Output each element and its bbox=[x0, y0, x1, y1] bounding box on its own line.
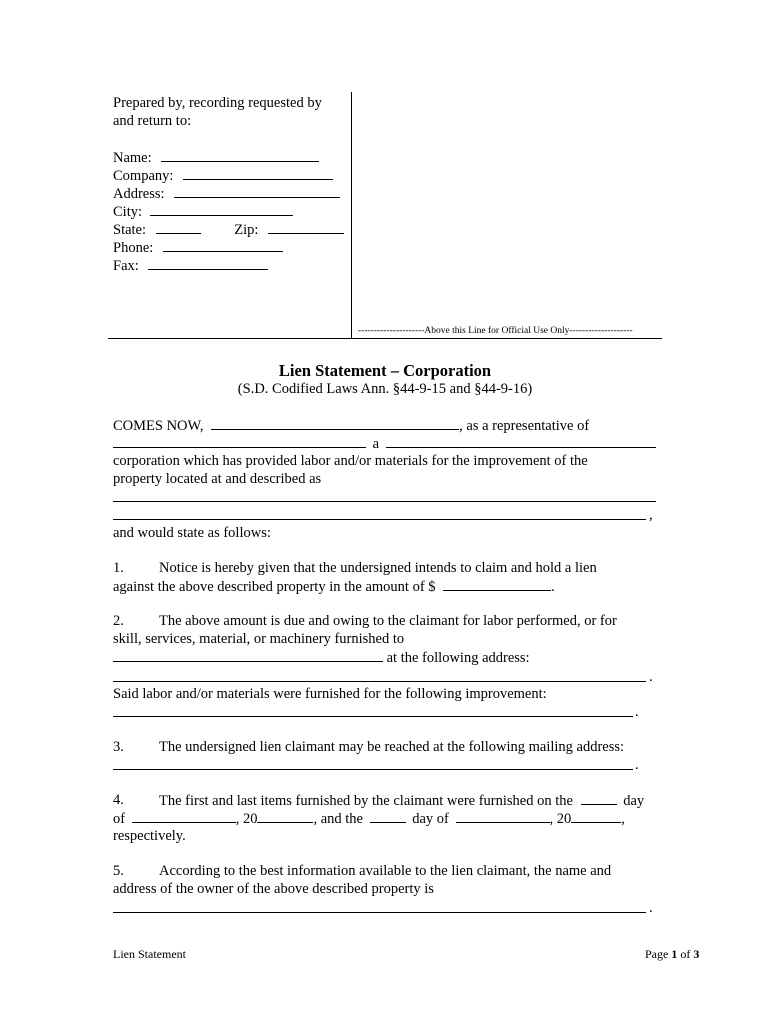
lien-amount-field[interactable] bbox=[443, 577, 551, 591]
page-word: Page bbox=[645, 947, 669, 961]
of-label: of bbox=[113, 811, 126, 827]
zip-field[interactable] bbox=[268, 220, 344, 234]
comes-now-row bbox=[113, 416, 589, 435]
item-2-num: 2. bbox=[113, 613, 124, 629]
item-3-line-1: The undersigned lien claimant may be reached at the following mailing address: bbox=[159, 739, 625, 755]
city-label: City: bbox=[113, 204, 143, 220]
document-subtitle: (S.D. Codified Laws Ann. §44-9-15 and §44-9-16) bbox=[237, 381, 533, 397]
page-indicator bbox=[645, 945, 699, 963]
prepared-line-1: Prepared by, recording requested by bbox=[113, 95, 322, 111]
corp-line: corporation which has provided labor and/or materials for the improvement of the bbox=[113, 453, 588, 469]
and-the-label: , and the bbox=[313, 811, 363, 827]
day-label: day bbox=[623, 793, 645, 809]
item-1-line-2-row bbox=[113, 577, 555, 596]
item-4-line-1: The first and last items furnished by the claimant were furnished on the bbox=[159, 793, 573, 809]
fax-row bbox=[113, 256, 268, 275]
state-label: State: bbox=[113, 222, 147, 238]
year-prefix-2: , 20 bbox=[549, 811, 572, 827]
furnished-address-line[interactable] bbox=[113, 681, 646, 682]
last-month-field[interactable] bbox=[456, 809, 550, 823]
address-label: Address: bbox=[113, 186, 165, 202]
item-2-line-2: skill, services, material, or machinery furnished to bbox=[113, 631, 405, 647]
company-field[interactable] bbox=[183, 166, 333, 180]
footer-left: Lien Statement bbox=[113, 947, 186, 961]
first-month-field[interactable] bbox=[132, 809, 236, 823]
mailing-address-line[interactable] bbox=[113, 769, 633, 770]
period: . bbox=[649, 669, 653, 685]
company-row bbox=[113, 166, 333, 185]
page-total: 3 bbox=[693, 947, 700, 961]
fax-label: Fax: bbox=[113, 258, 139, 274]
item-1-num: 1. bbox=[113, 560, 124, 576]
document-title: Lien Statement – Corporation bbox=[278, 361, 492, 380]
as-representative-label: , as a representative of bbox=[459, 418, 590, 434]
period: . bbox=[635, 704, 639, 720]
header-vertical-divider bbox=[351, 92, 352, 338]
property-line: property located at and described as bbox=[113, 471, 322, 487]
company-label: Company: bbox=[113, 168, 174, 184]
address-row bbox=[113, 184, 340, 203]
day-of-label: day of bbox=[412, 811, 449, 827]
item-4-line-2-row bbox=[113, 809, 625, 828]
respectively-line: respectively. bbox=[113, 828, 186, 844]
a-label: a bbox=[372, 436, 380, 452]
year-prefix-1: , 20 bbox=[235, 811, 258, 827]
corporation-name-row bbox=[113, 434, 656, 453]
item-5-line-1: According to the best information available to the lien claimant, the name and bbox=[159, 863, 612, 879]
last-year-field[interactable] bbox=[571, 809, 621, 823]
item-2-line-3-row bbox=[113, 648, 530, 667]
comes-now-label: COMES NOW, bbox=[113, 418, 204, 434]
official-use-note: ---------------------Above this Line for Official Use Only-------------------- bbox=[358, 326, 633, 336]
item-2-line-1: The above amount is due and owing to the claimant for labor performed, or for bbox=[159, 613, 617, 629]
city-field[interactable] bbox=[150, 202, 293, 216]
corporation-state-field[interactable] bbox=[386, 434, 656, 448]
state-follows-line: and would state as follows: bbox=[113, 525, 271, 541]
property-description-line-1[interactable] bbox=[113, 501, 656, 502]
furnished-to-field[interactable] bbox=[113, 648, 383, 662]
zip-label: Zip: bbox=[234, 222, 259, 238]
first-day-field[interactable] bbox=[581, 791, 617, 805]
period: . bbox=[635, 757, 639, 773]
phone-label: Phone: bbox=[113, 240, 154, 256]
prepared-line-2: and return to: bbox=[113, 113, 192, 129]
item-1-line-1: Notice is hereby given that the undersigned intends to claim and hold a lien bbox=[159, 560, 597, 576]
name-row bbox=[113, 148, 319, 167]
item-3-num: 3. bbox=[113, 739, 124, 755]
property-comma: , bbox=[649, 507, 653, 523]
item-4-num: 4. bbox=[113, 792, 124, 808]
name-label: Name: bbox=[113, 150, 152, 166]
item-4-line-1-row bbox=[159, 791, 644, 810]
last-day-field[interactable] bbox=[370, 809, 406, 823]
improvement-line[interactable] bbox=[113, 716, 633, 717]
item-2-line-3: at the following address: bbox=[386, 650, 530, 666]
period: . bbox=[551, 579, 555, 595]
property-description-line-2[interactable] bbox=[113, 519, 646, 520]
item-4-comma: , bbox=[621, 811, 625, 827]
address-field[interactable] bbox=[174, 184, 340, 198]
phone-row bbox=[113, 238, 283, 257]
header-horizontal-divider bbox=[108, 338, 662, 339]
state-zip-row bbox=[113, 220, 344, 239]
first-year-field[interactable] bbox=[257, 809, 313, 823]
city-row bbox=[113, 202, 293, 221]
period: . bbox=[649, 900, 653, 916]
owner-line[interactable] bbox=[113, 912, 646, 913]
phone-field[interactable] bbox=[163, 238, 283, 252]
fax-field[interactable] bbox=[148, 256, 268, 270]
item-5-num: 5. bbox=[113, 863, 124, 879]
page-number: 1 bbox=[671, 947, 678, 961]
state-field[interactable] bbox=[156, 220, 201, 234]
name-field[interactable] bbox=[161, 148, 319, 162]
item-5-line-2: address of the owner of the above described property is bbox=[113, 881, 434, 897]
corporation-name-field[interactable] bbox=[113, 434, 366, 448]
item-2-line-4: Said labor and/or materials were furnished for the following improvement: bbox=[113, 686, 547, 702]
representative-name-field[interactable] bbox=[211, 416, 459, 430]
of-word: of bbox=[680, 947, 691, 961]
item-1-line-2: against the above described property in the amount of $ bbox=[113, 579, 436, 595]
